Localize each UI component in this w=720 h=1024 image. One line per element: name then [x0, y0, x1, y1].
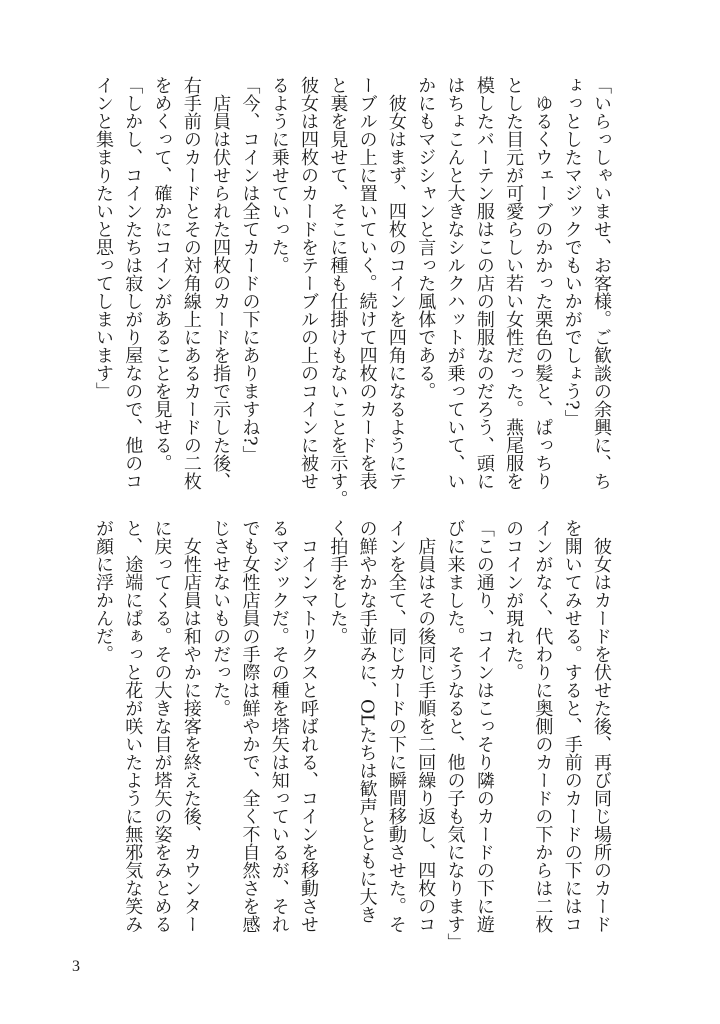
text-column: と裏を見せて、そこに種も仕掛けもないことを示す。 — [327, 76, 349, 508]
text-column: 女性店員は和やかに接客を終えた後、カウンター — [180, 519, 202, 933]
text-column: ょっとしたマジックでもいかがでしょう?」 — [561, 76, 583, 428]
text-column: インと集まりたいと思ってしまいます」 — [92, 76, 114, 400]
text-column: コインマトリクスと呼ばれる、コインを移動させ — [298, 519, 320, 933]
page-number: 3 — [72, 958, 80, 975]
lower-text-block — [88, 519, 616, 974]
text-column: ゆるくウェーブのかかった栗色の髪と、ぱっちり — [532, 76, 554, 490]
text-column: インを全て、同じカードの下に瞬間移動させた。そ — [385, 519, 407, 933]
text-column: 右手前のカードとその対角線上にあるカードの二枚 — [180, 76, 202, 490]
text-column: るように乗せていった。 — [268, 76, 290, 274]
text-column: を開いてみせる。すると、手前のカードの下にはコ — [561, 519, 583, 933]
text-column: く拍手をした。 — [327, 519, 349, 645]
text-column: をめくって、確かにコインがあることを見せる。 — [151, 76, 173, 472]
text-column: インがなく、代わりに奥側のカードの下からは二枚 — [532, 519, 554, 933]
text-column: 「しかし、コインたちは寂しがり屋なので、他のコ — [122, 76, 144, 490]
upper-text-block — [88, 76, 616, 516]
text-column: 店員は伏せられた四枚のカードを指で示した後、 — [210, 76, 232, 490]
text-column: の鮮やかな手並みに、OLたちは歓声とともに大き — [356, 519, 378, 924]
text-column: 店員はその後同じ手順を二回繰り返し、四枚のコ — [415, 519, 437, 933]
text-column: るマジックだ。その種を塔矢は知っているが、それ — [268, 519, 290, 933]
text-column: じさせないものだった。 — [210, 519, 232, 717]
text-column: のコインが現れた。 — [503, 519, 525, 681]
text-column: 「今、コインは全てカードの下にありますね?」 — [239, 76, 261, 464]
text-column: が顔に浮かんだ。 — [92, 519, 114, 663]
text-column: に戻ってくる。その大きな目が塔矢の姿をみとめる — [151, 519, 173, 933]
text-column: ーブルの上に置いていく。続けて四枚のカードを表 — [356, 76, 378, 490]
text-column: 彼女はカードを伏せた後、再び同じ場所のカード — [591, 519, 612, 933]
text-column: 彼女はまず、四枚のコインを四角になるようにテ — [385, 76, 407, 490]
text-column: とした目元が可愛らしい若い女性だった。燕尾服を — [503, 76, 525, 490]
text-column: びに来ました。そうなると、他の子も気になります」 — [444, 519, 466, 951]
text-column: でも女性店員の手際は鮮やかで、全く不自然さを感 — [239, 519, 261, 933]
text-column: 彼女は四枚のカードをテーブルの上のコインに被せ — [298, 76, 320, 490]
text-column: と、途端にぱぁっと花が咲いたように無邪気な笑み — [122, 519, 144, 933]
text-column: はちょこんと大きなシルクハットが乗っていて、い — [444, 76, 466, 490]
text-column: 「この通り、コインはこっそり隣のカードの下に遊 — [473, 519, 495, 933]
text-column: 模したバーテン服はこの店の制服なのだろう、頭に — [473, 76, 495, 490]
text-column: 「いらっしゃいませ、お客様。ご歓談の余興に、ち — [591, 76, 612, 490]
text-column: かにもマジシャンと言った風体である。 — [415, 76, 437, 400]
